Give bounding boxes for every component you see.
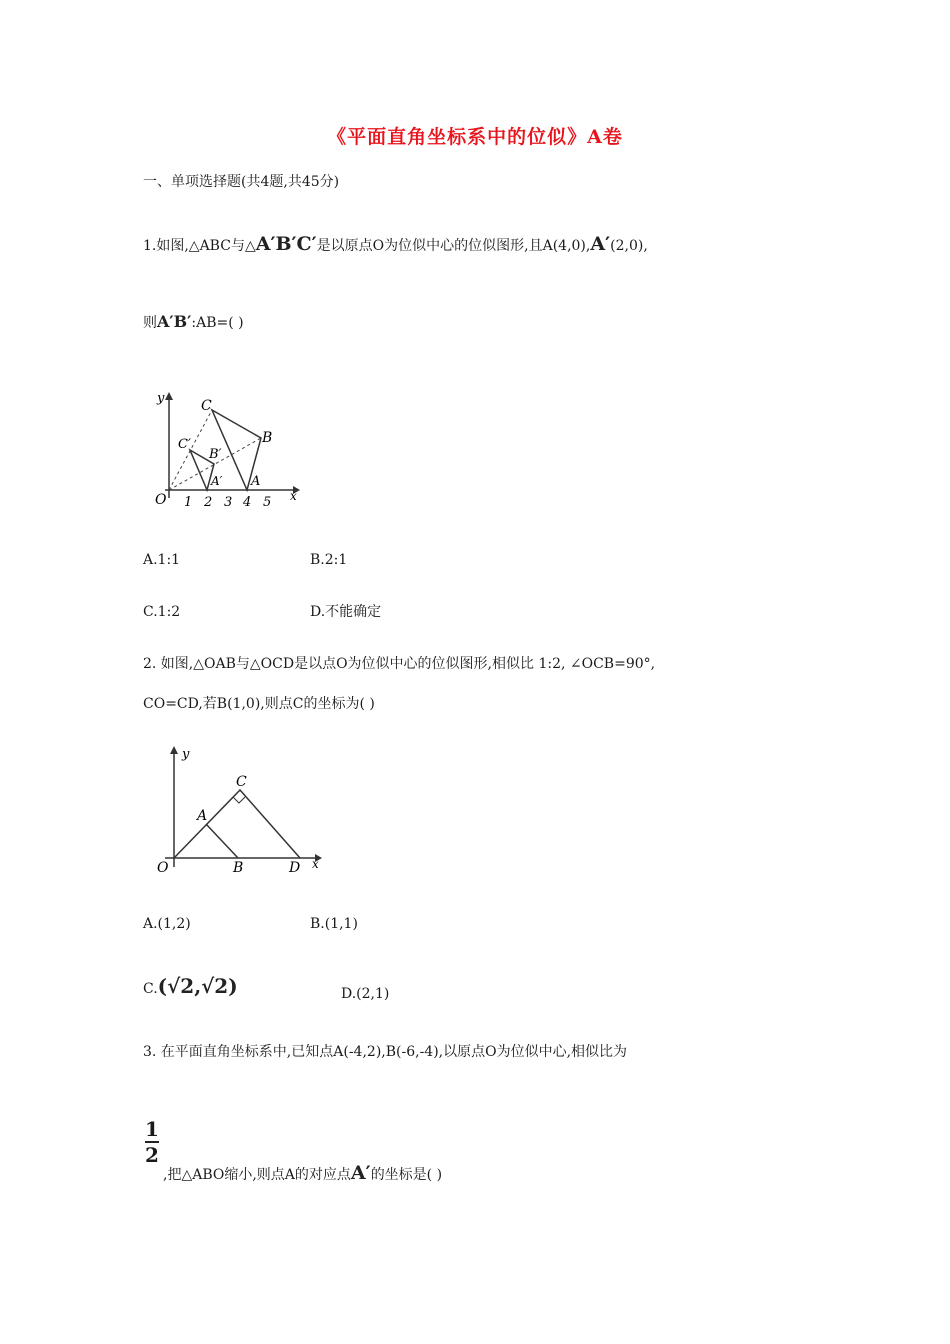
q1-label-o: O [155,492,167,508]
q1-prefix: 1.如图,△ABC与△ [143,238,256,254]
q2-option-c-prefix: C. [143,981,158,997]
q1-tick-5: 5 [263,495,272,510]
q1-label-c: C [201,398,212,414]
question-2-line-1: 2. 如图,△OAB与△OCD是以点O为位似中心的位似图形,相似比 1:2, ∠OCB=90°, [143,656,656,672]
question-1-line-1 [143,234,648,256]
q2-option-d: D.(2,1) [341,986,390,1002]
q1-math-ab-prime: A′B′ [157,312,192,331]
q1-label-b: B [262,430,273,446]
q1-math-triangle-prime: A′B′C′ [255,233,317,255]
q2-right-angle-mark [233,797,245,803]
q2-label-d: D [289,860,301,876]
q3-line2-suffix: 的坐标是( ) [370,1167,443,1183]
q1-line2-prefix: 则 [143,315,157,331]
q2-segment-ab [206,824,238,858]
q1-suffix: (2,0), [610,238,648,254]
q2-option-c [143,976,238,999]
q2-label-o: O [157,860,169,876]
q1-tick-2: 2 [204,495,213,510]
q1-line2-suffix: :AB=( ) [191,315,244,331]
q1-label-x: x [290,489,297,503]
question-3-line-1: 3. 在平面直角坐标系中,已知点A(-4,2),B(-6,-4),以原点O为位似中心,相似比为 [143,1044,628,1060]
q2-option-a: A.(1,2) [143,916,191,932]
q2-y-arrow [170,746,178,754]
q1-option-d: D.不能确定 [310,604,382,620]
q3-fraction-numerator: 1 [145,1117,159,1141]
q1-option-a: A.1:1 [143,552,181,568]
page-title: 《平面直角坐标系中的位似》A卷 [327,126,623,148]
q2-label-y: y [182,747,190,762]
q2-triangle-ocd [174,790,300,858]
q1-mid: 是以原点O为位似中心的位似图形,且A(4,0), [316,238,591,254]
q1-tick-1: 1 [184,495,193,510]
q2-option-c-math: (√2,√2) [157,974,238,998]
q1-label-b-prime: B′ [209,447,222,462]
q1-label-a: A [251,474,261,489]
q2-label-a: A [197,808,208,824]
q1-tick-3: 3 [224,495,233,510]
q2-label-c: C [236,774,247,790]
q2-option-b: B.(1,1) [310,916,358,932]
q2-label-b: B [233,860,244,876]
section-heading: 一、单项选择题(共4题,共45分) [143,174,340,190]
q3-line2-mid: ,把△ABO缩小,则点A的对应点 [163,1167,351,1183]
q1-label-y: y [157,391,165,406]
q1-y-arrow [165,392,173,400]
q1-math-a-prime: A′ [590,233,611,255]
q1-label-c-prime: C′ [178,437,191,452]
q3-fraction-denominator: 2 [145,1143,159,1167]
q1-figure [143,388,303,510]
q1-tick-4: 4 [243,495,252,510]
question-3-line-2 [163,1163,442,1185]
q3-fraction [145,1118,159,1166]
question-1-line-2 [143,312,244,333]
q2-label-x: x [312,857,319,871]
q1-label-a-prime: A′ [211,474,223,488]
q2-figure [143,742,328,877]
q1-option-b: B.2:1 [310,552,348,568]
question-2-line-2: CO=CD,若B(1,0),则点C的坐标为( ) [143,696,375,712]
q3-math-a-prime: A′ [350,1162,371,1184]
q1-option-c: C.1:2 [143,604,181,620]
